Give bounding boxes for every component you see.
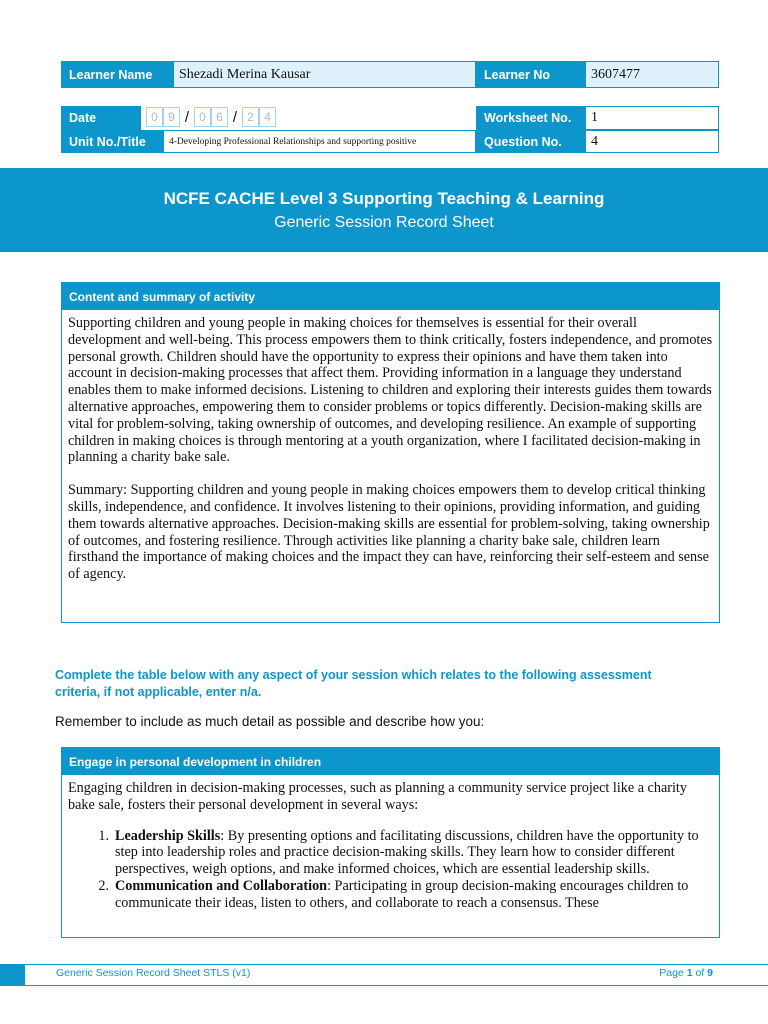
engage-intro: Engaging children in decision-making processes, such as planning a community service project like a charity bake sale, fosters their personal development in several ways: (68, 780, 687, 813)
engage-list (68, 828, 713, 912)
list-item-body: : By presenting options and facilitating discussions, children have the opportunity to step into leadership roles and practice decision-making skills. They learn how to consider different perspectives, weigh options, and make informed choices, which are essential leadership skills. (115, 827, 699, 878)
page-total: 9 (707, 967, 713, 979)
list-text (115, 828, 713, 878)
date-digit[interactable]: 9 (163, 107, 180, 127)
worksheet-no-label: Worksheet No. (476, 106, 585, 130)
date-digit[interactable]: 6 (211, 107, 228, 127)
list-item (68, 878, 713, 912)
summary-paragraph: Summary: Supporting children and young people in making choices empowers them to develop critical thinking skills, independence, and confidence. It involves listening to their opinions, providing information, and guiding them towards alternative approaches. Decision-making skills are essential for problem-solving, taking ownership of outcomes, and fostering resilience. Through activities like planning a charity bake sale, children learn firsthand the importance of making choices and the impact they can have, reinforcing their self-esteem and sense of agency. (68, 482, 710, 583)
content-summary-section (61, 282, 720, 623)
date-digit[interactable]: 4 (259, 107, 276, 127)
date-label: Date (61, 106, 141, 130)
worksheet-no-field[interactable]: 1 (585, 106, 719, 130)
list-item-title: Leadership Skills (115, 827, 221, 844)
learner-name-field[interactable]: Shezadi Merina Kausar (173, 61, 476, 88)
footer-page-number (659, 967, 713, 979)
title-banner (0, 168, 768, 252)
engage-heading: Engage in personal development in children (62, 748, 719, 775)
list-item-body: : Participating in group decision-making encourages children to communicate their ideas, listen to others, and collaborate to reach a consensus. These (115, 877, 689, 911)
date-separator: / (232, 108, 238, 126)
footer-document-name: Generic Session Record Sheet STLS (v1) (56, 967, 251, 979)
learner-no-field[interactable]: 3607477 (585, 61, 719, 88)
list-item (68, 828, 713, 878)
page-title: NCFE CACHE Level 3 Supporting Teaching & Learning (163, 189, 605, 208)
question-no-field[interactable]: 4 (585, 130, 719, 153)
date-separator: / (184, 108, 190, 126)
unit-title-field[interactable]: 4-Developing Professional Relationships and supporting positive (163, 130, 476, 153)
list-number: 1. (98, 827, 109, 844)
engage-section (61, 747, 720, 938)
remember-instruction: Remember to include as much detail as possible and describe how you: (55, 714, 485, 729)
date-field[interactable] (146, 107, 308, 127)
date-digit[interactable]: 2 (242, 107, 259, 127)
content-paragraph: Supporting children and young people in making choices for themselves is essential for their overall development and well-being. This process empowers them to think critically, fosters independence, and promotes personal growth. Children should have the opportunity to express their opinions and have them taken into account in decision-making processes that affect them. Providing information in a language they understand enables them to make informed decisions. Listening to children and exploring their interests guides them towards alternative approaches, empowering them to consider problems or topics differently. Decision-making skills are vital for problem-solving, taking ownership of outcomes, and developing resilience. An example of supporting children in making choices is through mentoring at a youth organization, where I facilitated decision-making in planning a charity bake sale. (68, 315, 713, 466)
assessment-criteria-instruction: Complete the table below with any aspect of your session which relates to the following assessment criteria, if not applicable, enter n/a. (55, 668, 652, 699)
page-current: 1 (686, 967, 693, 979)
content-summary-heading: Content and summary of activity (62, 283, 719, 310)
engage-text[interactable] (62, 775, 719, 917)
date-digit[interactable]: 0 (146, 107, 163, 127)
list-number: 2. (98, 877, 109, 894)
content-summary-text[interactable] (62, 310, 719, 604)
footer-accent-block (0, 964, 25, 986)
list-text (115, 878, 713, 912)
learner-no-label: Learner No (476, 61, 585, 88)
page-word: Page (659, 967, 684, 979)
learner-name-label: Learner Name (61, 61, 173, 88)
unit-title-label: Unit No./Title (61, 130, 163, 153)
page-of: of (695, 967, 705, 979)
list-item-title: Communication and Collaboration (115, 877, 328, 894)
date-digit[interactable]: 0 (194, 107, 211, 127)
page-subtitle: Generic Session Record Sheet (274, 214, 494, 231)
question-no-label: Question No. (476, 130, 585, 153)
